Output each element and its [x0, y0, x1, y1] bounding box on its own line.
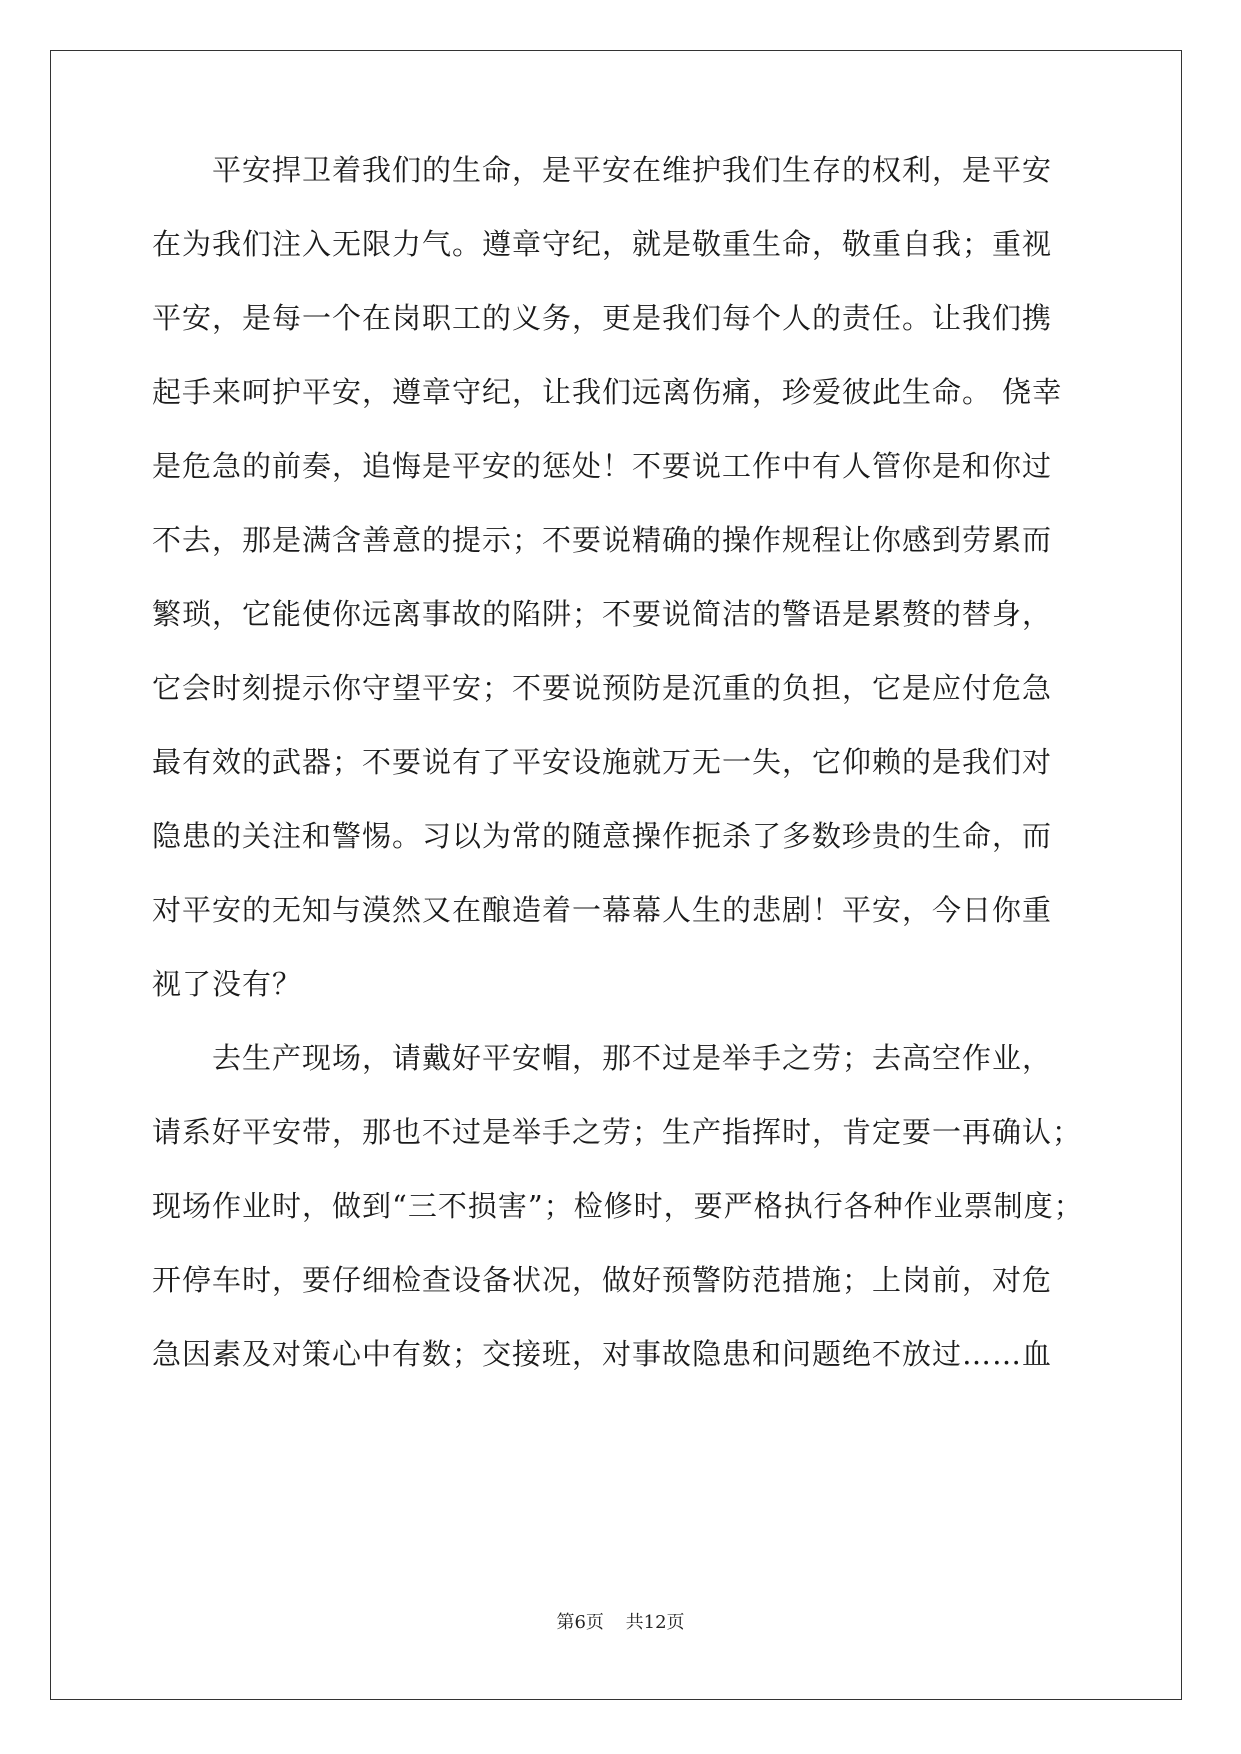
text-line: 在为我们注入无限力气。遵章守纪，就是敬重生命，敬重自我；重视 [152, 227, 1053, 261]
text-line: 现场作业时，做到“三不损害”；检修时，要严格执行各种作业票制度； [152, 1189, 1084, 1223]
text-line: 不去，那是满含善意的提示；不要说精确的操作规程让你感到劳累而 [152, 523, 1053, 557]
text-line: 隐患的关注和警惕。习以为常的随意操作扼杀了多数珍贵的生命，而 [152, 819, 1053, 853]
page-footer [0, 1612, 1241, 1634]
page-number-current: 第6页 [556, 1612, 604, 1633]
text-line: 它会时刻提示你守望平安；不要说预防是沉重的负担，它是应付危急 [152, 671, 1053, 705]
text-line: 视了没有？ [152, 967, 303, 1001]
text-line: 起手来呵护平安，遵章守纪，让我们远离伤痛，珍爱彼此生命。 侥幸 [152, 375, 1063, 409]
text-line: 对平安的无知与漠然又在酿造着一幕幕人生的悲剧！平安，今日你重 [152, 893, 1053, 927]
text-line: 平安捍卫着我们的生命，是平安在维护我们生存的权利，是平安 [152, 153, 1053, 187]
text-line: 繁琐，它能使你远离事故的陷阱；不要说简洁的警语是累赘的替身， [152, 597, 1053, 631]
page-number-total: 共12页 [625, 1612, 685, 1633]
text-line: 最有效的武器；不要说有了平安设施就万无一失，它仰赖的是我们对 [152, 745, 1053, 779]
text-line: 急因素及对策心中有数；交接班，对事故隐患和问题绝不放过……血 [152, 1337, 1053, 1371]
text-line: 请系好平安带，那也不过是举手之劳；生产指挥时，肯定要一再确认； [152, 1115, 1083, 1149]
text-line: 是危急的前奏，追悔是平安的惩处！不要说工作中有人管你是和你过 [152, 449, 1053, 483]
text-line: 平安，是每一个在岗职工的义务，更是我们每个人的责任。让我们携 [152, 301, 1053, 335]
text-line: 开停车时，要仔细检查设备状况，做好预警防范措施；上岗前，对危 [152, 1263, 1053, 1297]
text-line: 去生产现场，请戴好平安帽，那不过是举手之劳；去高空作业， [152, 1041, 1053, 1075]
